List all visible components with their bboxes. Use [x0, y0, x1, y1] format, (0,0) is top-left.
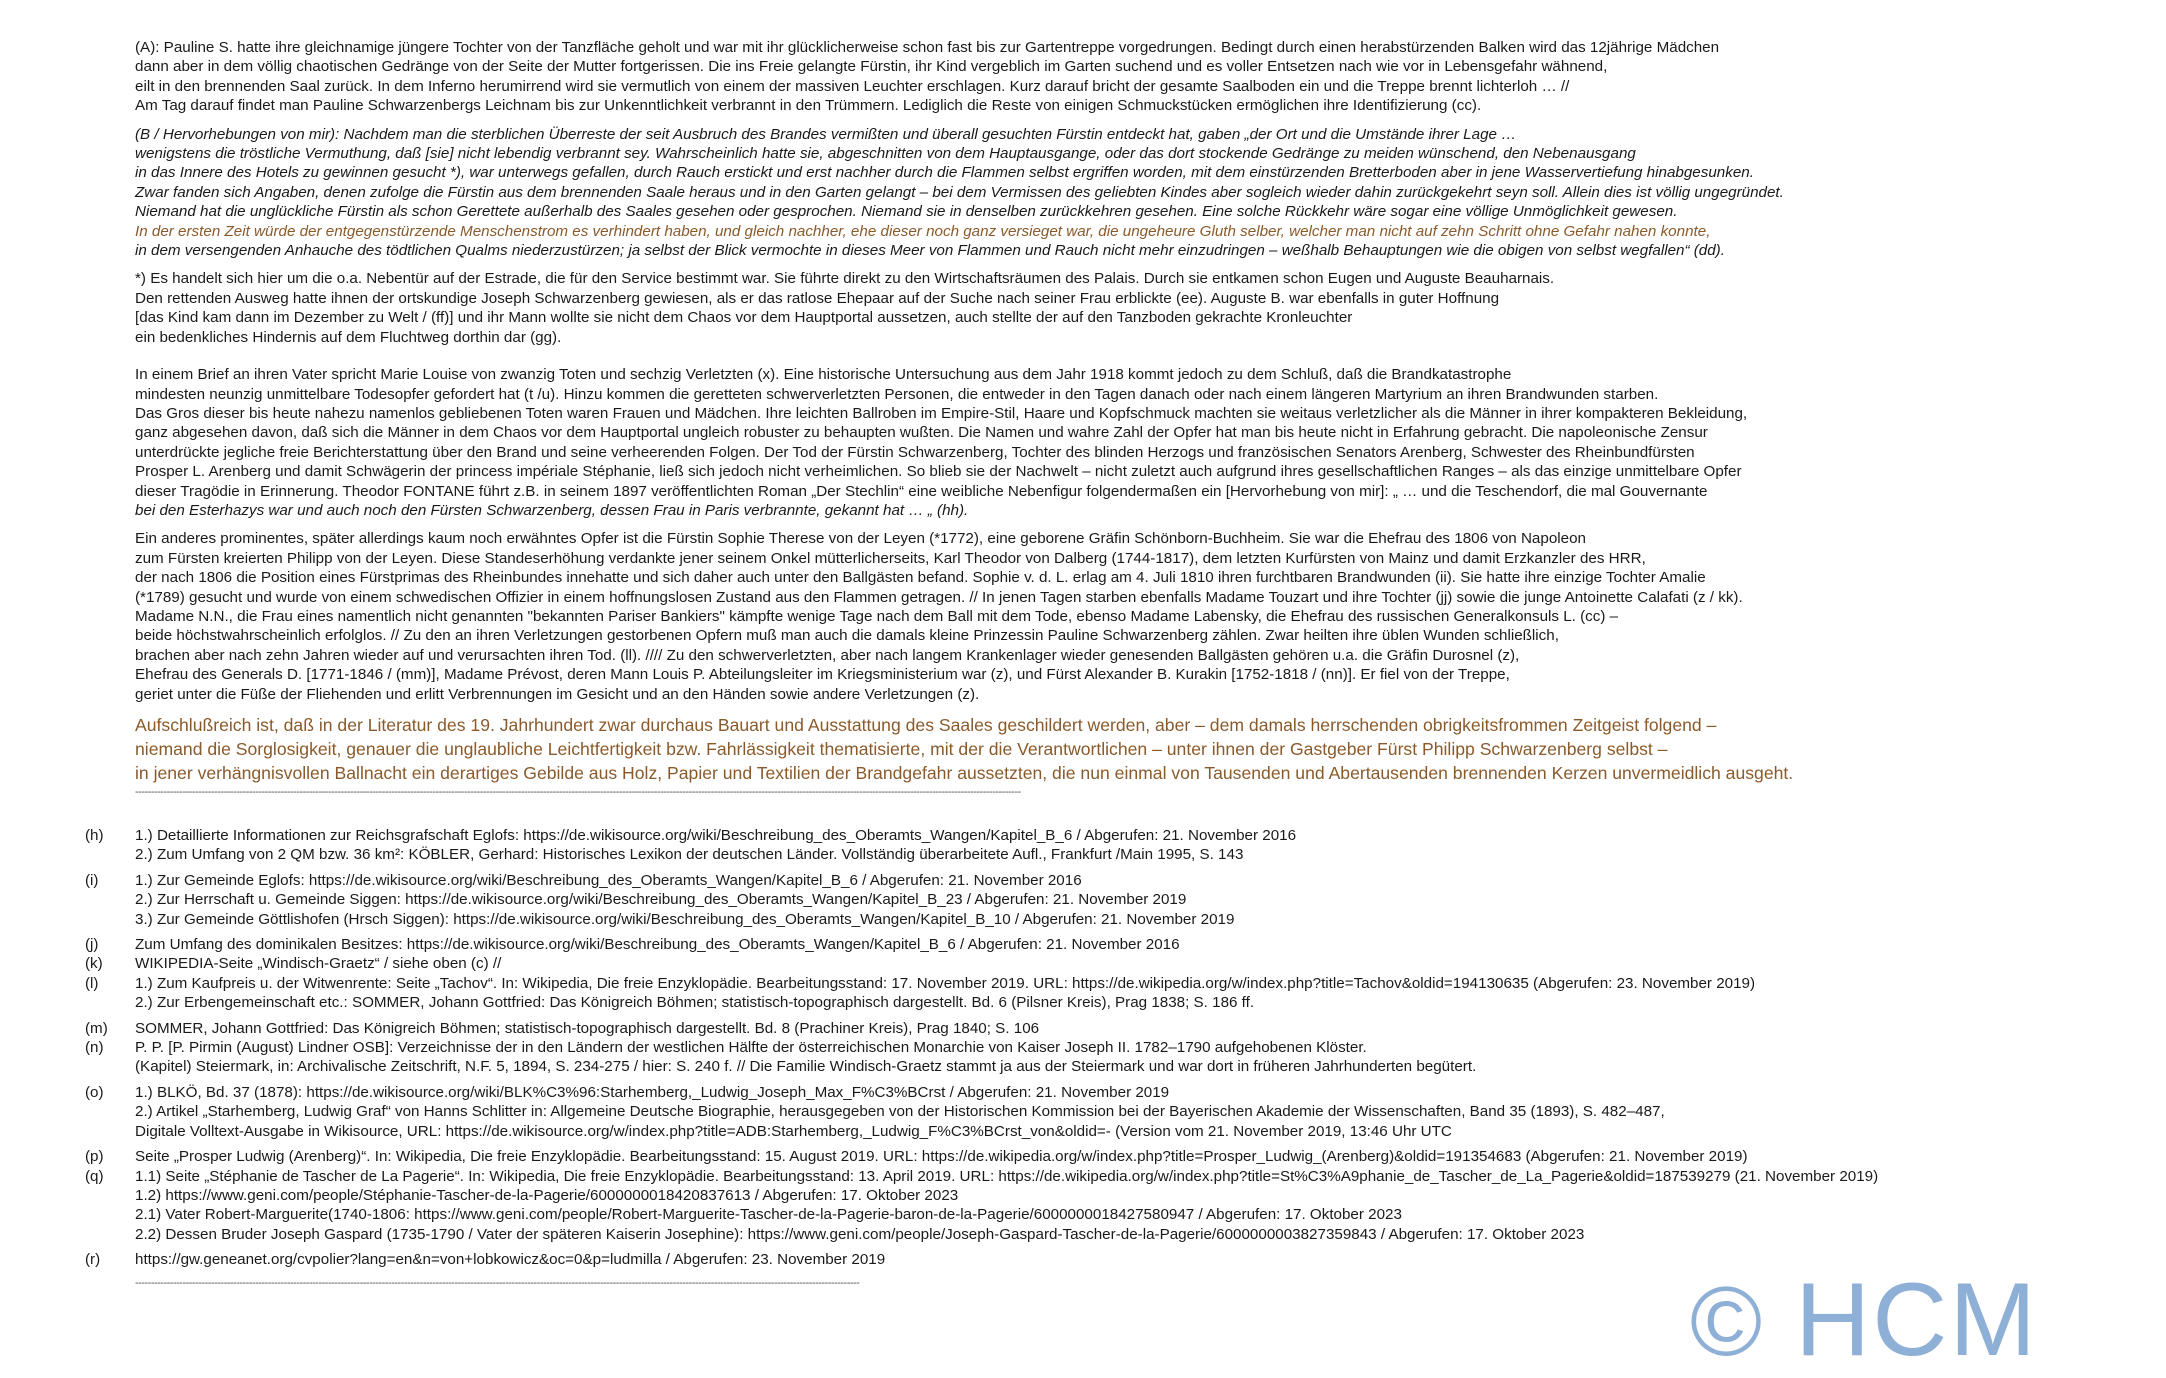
footnote-line: 3.) Zur Gemeinde Göttlishofen (Hrsch Siggen): https://de.wikisource.org/wiki/Beschreibung_des_Oberamts_Wangen/Kapitel_B_10 / Abgerufen: 21. November 2019: [135, 910, 1235, 928]
footnote-h: [85, 826, 2145, 865]
footnote-line: 2.) Zur Erbengemeinschaft etc.: SOMMER, Johann Gottfried: Das Königreich Böhmen; statistisch-topographisch dargestellt. Bd. 6 (Pilsner Kreis), Prag 1838; S. 186 ff.: [135, 994, 1255, 1012]
text-line: Prosper L. Arenberg und damit Schwägerin der princess impériale Stéphanie, ließ sich jedoch nicht verheimlichen. So blieb sie der Nachwelt – nicht zuletzt auch aufgrund ihres gesellschaftlichen Ranges – als das einzige unmittelbare Opfer: [135, 463, 1742, 481]
footnote-j: [85, 935, 2145, 954]
footnote-label: (q): [85, 1167, 104, 1185]
footnote-label: (o): [85, 1083, 104, 1101]
footnote-line: SOMMER, Johann Gottfried: Das Königreich Böhmen; statistisch-topographisch dargestellt. Bd. 8 (Prachiner Kreis), Prag 1840; S. 106: [135, 1019, 1040, 1037]
footnote-label: (l): [85, 974, 99, 992]
text-line: Am Tag darauf findet man Pauline Schwarzenbergs Leichnam bis zur Unkenntlichkeit verbrannt in den Trümmern. Lediglich die Reste von einigen Schmuckstücken ermöglichen ihre Identifizierung (cc).: [135, 97, 1482, 115]
paragraph-d: [135, 365, 2095, 520]
footnote-line: (Kapitel) Steiermark, in: Archivalische Zeitschrift, N.F. 5, 1894, S. 234-275 / hier: S. 240 f. // Die Familie Windisch-Graetz stammt ja aus der Steiermark und war dort in früheren Jahrhunderten begütert.: [135, 1058, 1477, 1076]
footnote-line: Zum Umfang des dominikalen Besitzes: https://de.wikisource.org/wiki/Beschreibung_des_Oberamts_Wangen/Kapitel_B_6 / Abgerufen: 21. November 2016: [135, 936, 1180, 954]
paragraph-e: [135, 529, 2095, 704]
footnote-i: [85, 871, 2145, 929]
separator-line-end: -------------------------------------------------------------------------------------------------------------------------------------------------------------------------------------------------------------------------------------: [135, 1276, 860, 1289]
paragraph-c: [135, 269, 2095, 347]
copyright-icon: ©: [1690, 1266, 1765, 1376]
footnote-line: 2.1) Vater Robert-Marguerite(1740-1806: https://www.geni.com/people/Robert-Marguerite-Tascher-de-la-Pagerie-baron-de-la-Pagerie/6000000018427580947 / Abgerufen: 17. Oktober 2023: [135, 1206, 1402, 1224]
text-line: *) Es handelt sich hier um die o.a. Nebentür auf der Estrade, die für den Service bestimmt war. Sie führte direkt zu den Wirtschaftsräumen des Palais. Durch sie entkamen schon Eugen und Auguste Beauharnais.: [135, 270, 1555, 288]
footnote-line: 1.1) Seite „Stéphanie de Tascher de La Pagerie“. In: Wikipedia, Die freie Enzyklopädie. Bearbeitungsstand: 13. April 2019. URL: https://de.wikipedia.org/w/index.php?title=St%C3%A9phanie_de_Tascher_de_La_Pagerie&oldid=187539279 (21. November 2019): [135, 1167, 1879, 1185]
footnote-line: P. P. [P. Pirmin (August) Lindner OSB]: Verzeichnisse der in den Ländern der westlichen Hälfte der österreichischen Monarchie von Kaiser Joseph II. 1782–1790 aufgehobenen Klöster.: [135, 1039, 1367, 1057]
footnote-label: (m): [85, 1019, 108, 1037]
watermark-text: HCM: [1795, 1262, 2038, 1378]
footnote-line: 2.2) Dessen Bruder Joseph Gaspard (1735-1790 / Vater der späteren Kaiserin Josephine): https://www.geni.com/people/Joseph-Gaspard-Tascher-de-la-Pagerie/6000000003827359843 / Abgerufen: 17. Oktober 2023: [135, 1225, 1585, 1243]
footnote-line: 1.) Zur Gemeinde Eglofs: https://de.wikisource.org/wiki/Beschreibung_des_Oberamts_Wangen/Kapitel_B_6 / Abgerufen: 21. November 2016: [135, 871, 1082, 889]
text-line: Zwar fanden sich Angaben, denen zufolge die Fürstin aus dem brennenden Saale heraus und in den Garten gelangt – bei dem Vermissen des geliebten Kindes aber sogleich wieder dahin zurückgekehrt seyn soll. Allein dies ist völlig ungegründet.: [135, 183, 1784, 201]
footnote-m: [85, 1019, 2145, 1038]
footnote-label: (p): [85, 1148, 104, 1166]
footnote-line: 1.) BLKÖ, Bd. 37 (1878): https://de.wikisource.org/wiki/BLK%C3%96:Starhemberg,_Ludwig_Joseph_Max_F%C3%BCrst / Abgerufen: 21. November 2019: [135, 1083, 1170, 1101]
text-line: beide höchstwahrscheinlich erfolglos. // Zu den an ihren Verletzungen gestorbenen Opfern muß man auch die damals kleine Prinzessin Pauline Schwarzenberg zählen. Zwar heilten ihre üblen Wunden schließlich,: [135, 627, 1559, 645]
footnote-label: (n): [85, 1039, 104, 1057]
text-line: Ehefrau des Generals D. [1771-1846 / (mm)], Madame Prévost, deren Mann Louis P. Abteilungsleiter im Kriegsministerium war (z), und Fürst Alexander B. Kurakin [1752-1818 / (nn)]. Er fiel von der Treppe,: [135, 666, 1510, 684]
footnote-line: 1.2) https://www.geni.com/people/Stéphanie-Tascher-de-la-Pagerie/6000000018420837613 / Abgerufen: 17. Oktober 2023: [135, 1186, 959, 1204]
footnote-line: WIKIPEDIA-Seite „Windisch-Graetz“ / siehe oben (c) //: [135, 955, 502, 973]
text-line: dann aber in dem völlig chaotischen Gedränge von der Seite der Mutter fortgerissen. Die ins Freie gelangte Fürstin, ihr Kind vergeblich im Garten suchend und es voller Entsetzen nach wie vor in Lebensgefahr wähnend,: [135, 58, 1608, 76]
footnote-o: [85, 1083, 2145, 1141]
separator-line: ----------------------------------------------------------------------------------------------------------------------------------------------------------------------------------------------------------------------------------------------------------------------------------------: [135, 786, 1021, 798]
footnote-line: 1.) Detaillierte Informationen zur Reichsgrafschaft Eglofs: https://de.wikisource.org/wiki/Beschreibung_des_Oberamts_Wangen/Kapitel_B_6 / Abgerufen: 21. November 2016: [135, 827, 1297, 844]
text-line: Niemand hat die unglückliche Fürstin als schon Gerettete außerhalb des Saales gesehen oder gesprochen. Niemand sie in denselben zurückkehren gesehen. Eine solche Rückkehr wäre sogar eine völlige Unmöglichkeit gewesen.: [135, 203, 1678, 221]
footnotes: [85, 826, 2145, 1290]
text-line: Das Gros dieser bis heute nahezu namenlos gebliebenen Toten waren Frauen und Mädchen. Ihre leichten Ballroben im Empire-Stil, Haare und Kopfschmuck machten sie weitaus verletzlicher als die Männer in ihrer kompakteren Bekleidung,: [135, 404, 1748, 422]
paragraph-a: [135, 38, 2095, 116]
footnote-line: 1.) Zum Kaufpreis u. der Witwenrente: Seite „Tachov“. In: Wikipedia, Die freie Enzyklopädie. Bearbeitungsstand: 17. November 2019. URL: https://de.wikipedia.org/w/index.php?title=Tachov&oldid=194130635 (Abgerufen: 23. November 2019): [135, 974, 1756, 992]
text-line: bei den Esterhazys war und auch noch den Fürsten Schwarzenberg, dessen Frau in Paris verbrannte, gekannt hat … „ (hh).: [135, 501, 969, 519]
text-line: geriet unter die Füße der Fliehenden und erlitt Verbrennungen im Gesicht und an den Händen sowie andere Verletzungen (z).: [135, 685, 980, 703]
text-line: [das Kind kam dann im Dezember zu Welt / (ff)] und ihr Mann wollte sie nicht dem Chaos vor dem Hauptportal aussetzen, auch stellte der auf den Tanzboden gekrachte Kronleuchter: [135, 309, 1353, 327]
text-line: brachen aber nach zehn Jahren wieder auf und verursachten ihren Tod. (ll). //// Zu den schwerverletzten, aber nach langem Krankenlager wieder genesenden Ballgästen gehören u.a. die Gräfin Durosnel (z),: [135, 646, 1520, 664]
text-line: in dem versengenden Anhauche des tödtlichen Qualms niederzustürzen; ja selbst der Blick vermochte in dieses Meer von Flammen und Rauch nicht mehr einzudringen – weßhalb Behauptungen wie die obigen von selbst wegfallen“ (dd).: [135, 242, 1725, 260]
footnote-label: (i): [85, 871, 99, 889]
footnote-line: 2.) Artikel „Starhemberg, Ludwig Graf“ von Hanns Schlitter in: Allgemeine Deutsche Biographie, herausgegeben von der Historischen Kommission bei der Bayerischen Akademie der Wissenschaften, Band 35 (1893), S. 482–487,: [135, 1103, 1665, 1121]
footnote-n: [85, 1038, 2145, 1077]
highlight-paragraph: [135, 713, 2095, 785]
footnote-line: https://gw.geneanet.org/cvpolier?lang=en&n=von+lobkowicz&oc=0&p=ludmilla / Abgerufen: 23. November 2019: [135, 1251, 886, 1269]
text-line: In der ersten Zeit würde der entgegenstürzende Menschenstrom es verhindert haben, und gleich nachher, ehe dieser noch ganz versieget war, die ungeheure Gluth selber, welcher man nicht auf zehn Schritt ohne Gefahr nahen konnte,: [135, 222, 1711, 240]
text-line: In einem Brief an ihren Vater spricht Marie Louise von zwanzig Toten und sechzig Verletzten (x). Eine historische Untersuchung aus dem Jahr 1918 kommt jedoch zu dem Schluß, daß die Brandkatastrophe: [135, 366, 1512, 384]
footnote-line: 2.) Zum Umfang von 2 QM bzw. 36 km²: KÖBLER, Gerhard: Historisches Lexikon der deutschen Länder. Vollständig überarbeitete Aufl., Frankfurt /Main 1995, S. 143: [135, 846, 1244, 864]
text-line: (B / Hervorhebungen von mir): Nachdem man die sterblichen Überreste der seit Ausbruch des Brandes vermißten und überall gesuchten Fürstin entdeckt hat, gaben „der Ort und die Umstände ihrer Lage …: [135, 125, 1517, 143]
text-line: mindesten neunzig unmittelbare Todesopfer gefordert hat (t /u). Hinzu kommen die geretteten schwerverletzten Personen, die entweder in den Tagen danach oder nach einem längeren Martyrium an ihren Brandwunden starben.: [135, 385, 1659, 403]
text-line: in jener verhängnisvollen Ballnacht ein derartiges Gebilde aus Holz, Papier und Textilien der Brandgefahr aussetzten, die nun einmal von Tausenden und Abertausenden brennenden Kerzen unvermeidlich ausgeht.: [135, 763, 1794, 783]
footnote-k: [85, 954, 2145, 973]
text-line: dieser Tragödie in Erinnerung. Theodor FONTANE führt z.B. in seinem 1897 veröffentlichten Roman „Der Stechlin“ eine weibliche Nebenfigur folgendermaßen ein [Hervorhebung von mir]: „ … und die Teschendorf, die mal Gouvernante: [135, 482, 1708, 500]
footnote-line: 2.) Zur Herrschaft u. Gemeinde Siggen: https://de.wikisource.org/wiki/Beschreibung_des_Oberamts_Wangen/Kapitel_B_23 / Abgerufen: 21. November 2019: [135, 891, 1187, 909]
text-line: der nach 1806 die Position eines Fürstprimas des Rheinbundes innehatte und sich daher auch unter den Ballgästen befand. Sophie v. d. L. erlag am 4. Juli 1810 ihren furchtbaren Brandwunden (ii). Sie hatte ihre einzige Tochter Amalie: [135, 569, 1706, 587]
text-line: in das Innere des Hotels zu gewinnen gesucht *), war unterwegs gefallen, durch Rauch erstickt und erst nachher durch die Flammen selbst ergriffen worden, mit dem einstürzenden Bretterboden aber in jene Wasservertiefung hinabgesunken.: [135, 164, 1754, 182]
text-line: Aufschlußreich ist, daß in der Literatur des 19. Jahrhundert zwar durchaus Bauart und Ausstattung des Saales geschildert werden, aber – dem damals herrschenden obrigkeitsfrommen Zeitgeist folgend –: [135, 715, 1717, 735]
text-line: (*1789) gesucht und wurde von einem schwedischen Offizier in einem hoffnungslosen Zustand aus den Flammen getragen. // In jenen Tagen starben ebenfalls Madame Touzart und ihre Tochter (jj) sowie die junge Antoinette Calafati (z / kk).: [135, 588, 1743, 606]
footnote-line: Seite „Prosper Ludwig (Arenberg)“. In: Wikipedia, Die freie Enzyklopädie. Bearbeitungsstand: 15. August 2019. URL: https://de.wikipedia.org/w/index.php?title=Prosper_Ludwig_(Arenberg)&oldid=191354683 (Abgerufen: 21. November 2019): [135, 1148, 1748, 1166]
watermark: [1690, 1262, 2038, 1378]
text-line: Den rettenden Ausweg hatte ihnen der ortskundige Joseph Schwarzenberg gewiesen, als er das ratlose Ehepaar auf der Suche nach seiner Frau erblickte (ee). Auguste B. war ebenfalls in guter Hoffnung: [135, 289, 1500, 307]
text-line: zum Fürsten kreierten Philipp von der Leyen. Diese Standeserhöhung verdankte jener seinem Onkel mütterlicherseits, Karl Theodor von Dalberg (1744-1817), dem letzten Kurfürsten von Mainz und damit Erzkanzler des HRR,: [135, 549, 1646, 567]
text-line: unterdrückte jegliche freie Berichterstattung über den Brand und seine verheerenden Folgen. Der Tod der Fürstin Schwarzenberg, Tochter des blinden Herzogs und französischen Senators Arenberg, Schwester des Rheinbundfürsten: [135, 443, 1695, 461]
footnote-q: [85, 1167, 2145, 1245]
text-line: Ein anderes prominentes, später allerdings kaum noch erwähntes Opfer ist die Fürstin Sophie Therese von der Leyen (*1772), eine geborene Gräfin Schönborn-Buchheim. Sie war die Ehefrau des 1806 von Napoleon: [135, 530, 1586, 548]
footnote-label: (h): [85, 827, 104, 844]
text-line: Madame N.N., die Frau eines namentlich nicht genannten "bekannten Pariser Bankiers" kämpfte wenige Tage nach dem Ball mit dem Tode, ebenso Madame Labensky, die Ehefrau des russischen Generalkonsuls L. (cc) –: [135, 607, 1619, 625]
footnote-p: [85, 1147, 2145, 1166]
text-line: eilt in den brennenden Saal zurück. In dem Inferno herumirrend wird sie vermutlich von einem der massiven Leuchter erschlagen. Kurz darauf bricht der gesamte Saalboden ein und die Treppe brennt lichterloh … //: [135, 77, 1570, 95]
footnote-label: (r): [85, 1251, 101, 1269]
text-line: wenigstens die tröstliche Vermuthung, daß [sie] nicht lebendig verbrannt sey. Wahrscheinlich hatte sie, abgeschnitten von dem Hauptausgange, oder das dort stockende Gedränge zu meiden wünschend, den Nebenausgang: [135, 145, 1636, 163]
main-text: [135, 38, 2095, 799]
text-line: (A): Pauline S. hatte ihre gleichnamige jüngere Tochter von der Tanzfläche geholt und war mit ihr glücklicherweise schon fast bis zur Gartentreppe vorgedrungen. Bedingt durch einen herabstürzenden Balken wird das 12jährige Mädchen: [135, 39, 1720, 56]
footnote-line: Digitale Volltext-Ausgabe in Wikisource, URL: https://de.wikisource.org/w/index.php?title=ADB:Starhemberg,_Ludwig_F%C3%BCrst_von&oldid=- (Version vom 21. November 2019, 13:46 Uhr UTC: [135, 1122, 1452, 1140]
footnote-label: (j): [85, 936, 99, 954]
text-line: niemand die Sorglosigkeit, genauer die unglaubliche Leichtfertigkeit bzw. Fahrlässigkeit thematisierte, mit der die Verantwortlichen – unter ihnen der Gastgeber Fürst Philipp Schwarzenberg selbst –: [135, 739, 1668, 759]
text-line: ganz abgesehen davon, daß sich die Männer in dem Chaos vor dem Hauptportal ungleich robuster zu behaupten wußten. Die Namen und wahre Zahl der Opfer hat man bis heute nicht in Erfahrung gebracht. Die napoleonische Zensur: [135, 424, 1708, 442]
footnote-label: (k): [85, 955, 103, 973]
paragraph-b-quote: [135, 125, 2095, 261]
footnote-l: [85, 974, 2145, 1013]
text-line: ein bedenkliches Hindernis auf dem Fluchtweg dorthin dar (gg).: [135, 328, 562, 346]
